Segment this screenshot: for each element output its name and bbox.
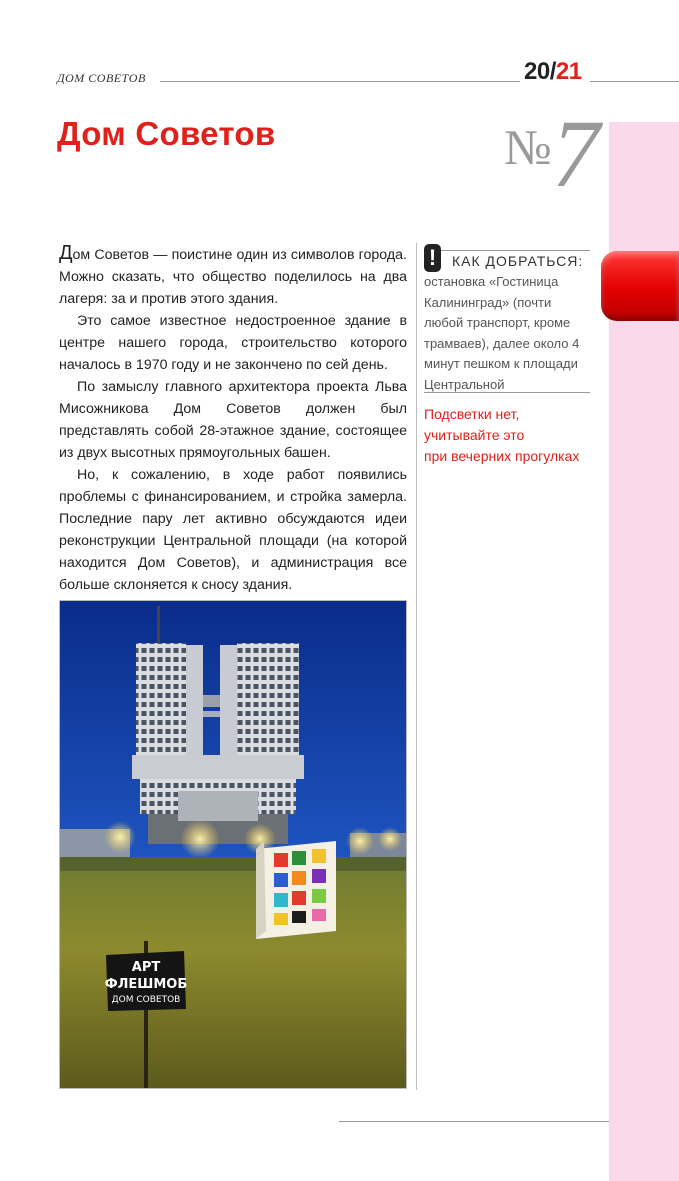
number-value: 7 [551,100,600,207]
page-left-number: 20 [524,58,550,85]
header-rule [160,81,520,82]
sign-line-3: ДОМ СОВЕТОВ [111,995,181,1005]
article-body [59,242,407,596]
initial-letter: Д [59,242,73,264]
sign-line-2: ФЛЕШМОБ [104,977,188,992]
paragraph-1-text: ом Советов — поистине один из символов города. Можно сказать, что общество поделилось на два лагеря: за и против этого здания. [59,247,407,307]
sign-line-1: АРТ [131,960,161,975]
header-rule-right [590,81,679,82]
paragraph-2: Это самое известное недостроенное здание в центре нашего города, строительство которого началось в 1970 году и не закончено по сей день. [59,313,407,373]
page-separator: / [549,58,556,85]
running-head: ДОМ СОВЕТОВ [57,71,146,85]
note-line-1: Подсветки нет, [424,406,520,422]
page-numbers [524,58,582,86]
note-line-3: при вечерних прогулках [424,448,580,464]
photo-illustration [60,601,407,1089]
column-divider [416,243,417,1090]
number-sign: № [504,119,552,175]
sidebar-rule-middle [424,392,590,393]
paragraph-3: По замыслу главного архитектора проекта Льва Мисожникова Дом Советов должен был представлять собой 28-этажное здание, состоящее из двух высотных прямоугольных башен. [59,379,407,461]
how-to-get-title: КАК ДОБРАТЬСЯ: [452,253,584,269]
paragraph-4: Но, к сожалению, в ходе работ появились проблемы с финансированием, и стройка замерла. Последние пару лет активно обсуждаются идеи реконструкции Центральной площади (на которой находится Дом Советов), и администрация все больше склоняется к сносу здания. [59,467,407,593]
how-to-get-text: остановка «Гостиница Калининград» (почти любой транспорт, кроме трамваев), далее около 4 минут пешком к площади Центральной [424,274,580,392]
note-line-2: учитывайте это [424,427,525,443]
exclamation-icon: ! [424,244,441,272]
page-right-number: 21 [555,58,582,85]
sidebar-rule-top [424,250,590,251]
paragraph-1 [59,242,407,310]
page-title: Дом Советов [57,115,276,152]
item-number [504,100,600,207]
house-of-soviets-photo [59,600,407,1089]
red-tab-marker [601,251,679,321]
bottom-rule [339,1121,609,1122]
lighting-note [424,404,594,467]
